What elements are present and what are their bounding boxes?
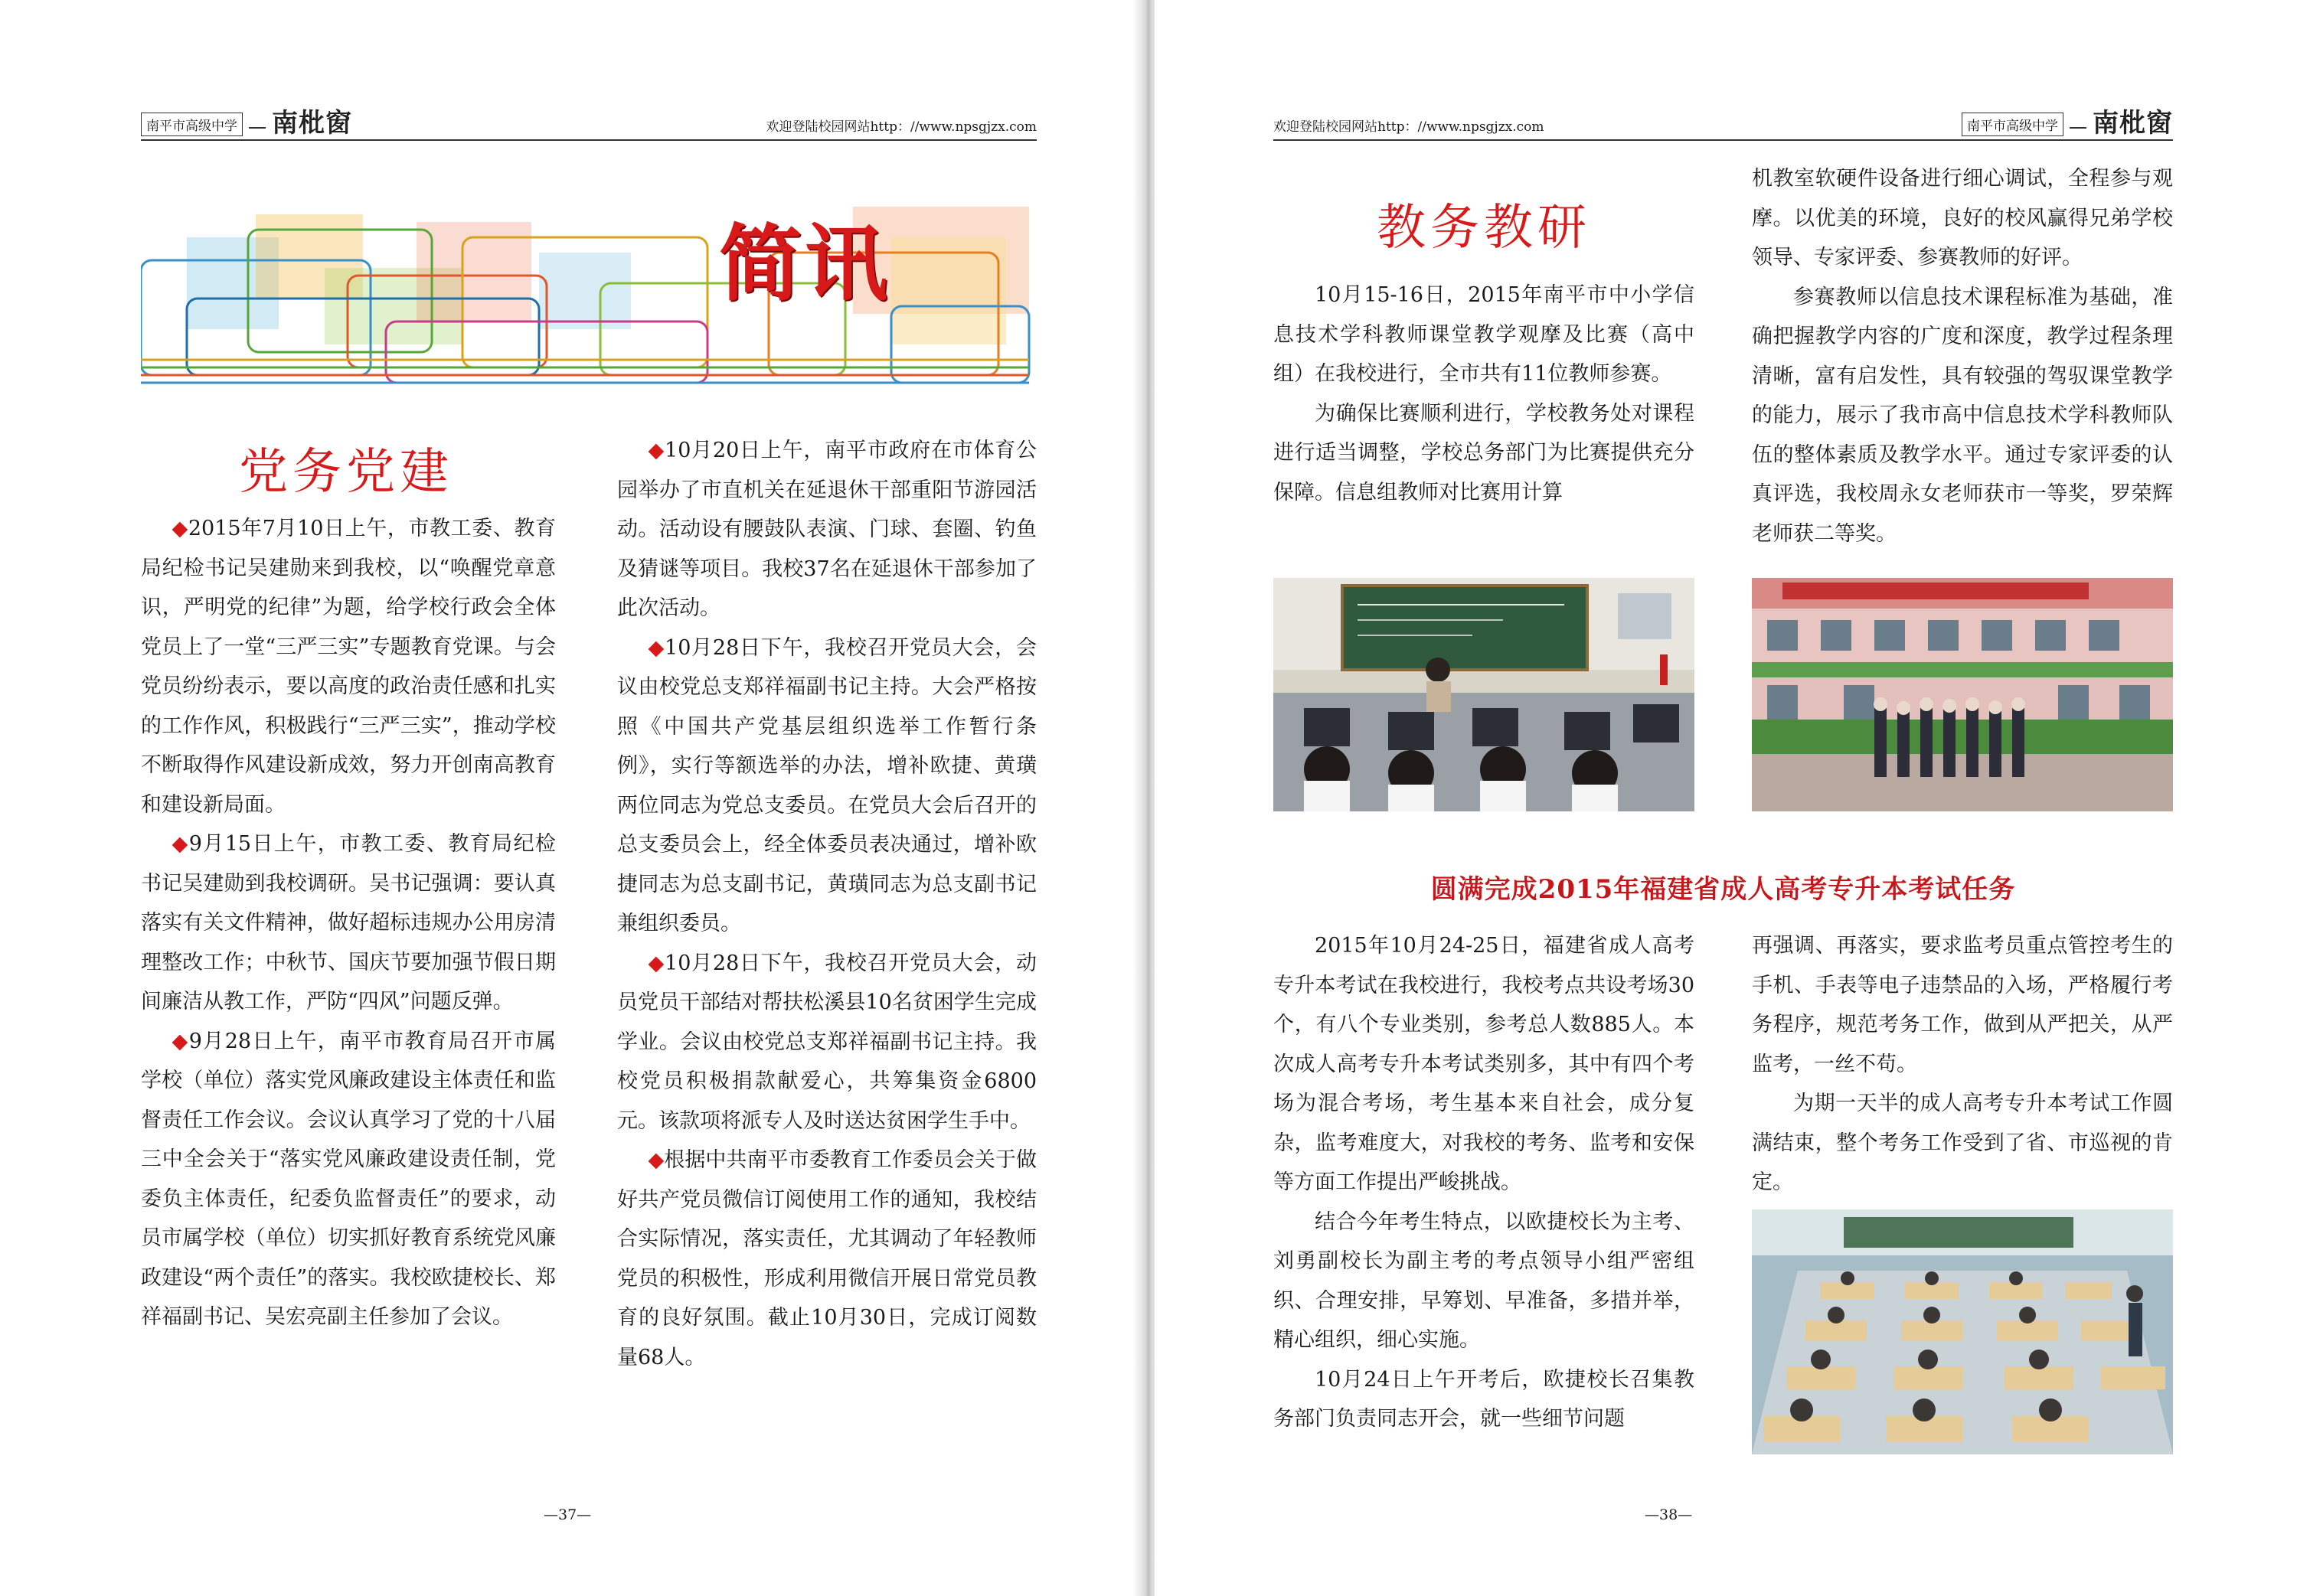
paragraph-text: 根据中共南平市委教育工作委员会关于做好共产党员微信订阅使用工作的通知，我校结合实际情况，落实责任，尤其调动了年轻教师党员的积极性，形成利用微信开展日常党员教育的良好氛围。截止10月30日，完成订阅数量68人。: [617, 1148, 1037, 1369]
right-header: [1273, 107, 2173, 141]
group-photo: [1752, 578, 2173, 811]
banner-decoration: [141, 207, 1037, 390]
teaching-column-b: [1752, 159, 2173, 553]
exam-room-photo: [1752, 1209, 2173, 1454]
paragraph-text: 2015年7月10日上午，市教工委、教育局纪检书记吴建勋来到我校，以“唤醒党章意识，严明党的纪律”为题，给学校行政会全体党员上了一堂“三严三实”专题教育党课。与会党员纷纷表示，要以高度的政治责任感和扎实的工作作风，积极践行“三严三实”，推动学校不断取得作风建设新成效，努力开创南高教育和建设新局面。: [141, 517, 556, 817]
website-notice: 欢迎登陆校园网站http：//www.npsgjzx.com: [766, 119, 1037, 135]
party-affairs-heading: 党务党建: [239, 444, 453, 501]
paragraph: [1273, 1360, 1694, 1439]
paragraph-text: 结合今年考生特点，以欧捷校长为主考、刘勇副校长为副主考的考点领导小组严密组织、合理安排，早筹划、早准备，多措并举，精心组织，细心实施。: [1273, 1209, 1694, 1352]
paragraph-text: 10月15-16日，2015年南平市中小学信息技术学科教师课堂教学观摩及比赛（高中组）在我校进行，全市共有11位教师参赛。: [1273, 283, 1694, 386]
exam-column-c: [1273, 926, 1694, 1439]
paragraph-text: 为期一天半的成人高考专升本考试工作圆满结束，整个考务工作受到了省、市巡视的肯定。: [1752, 1092, 2173, 1194]
diamond-bullet-icon: ◆: [648, 635, 665, 660]
paragraph: [1752, 1084, 2173, 1203]
website-notice-right: 欢迎登陆校园网站http：//www.npsgjzx.com: [1273, 119, 1544, 135]
right-page: [1155, 0, 2297, 1596]
paragraph: [1752, 159, 2173, 278]
paragraph: [141, 824, 556, 1022]
paragraph-text: 机教室软硬件设备进行细心调试，全程参与观摩。以优美的环境，良好的校风赢得兄弟学校领导、专家评委、参赛教师的好评。: [1752, 167, 2173, 269]
school-name: 南平市高级中学: [141, 113, 243, 136]
diamond-bullet-icon: ◆: [648, 1148, 665, 1172]
page-number-right: —38—: [1645, 1506, 1693, 1523]
diamond-bullet-icon: ◆: [172, 517, 188, 540]
left-page: [0, 0, 1142, 1596]
magazine-logo-right: 南枇窗: [2093, 108, 2173, 139]
paragraph-text: 9月28日上午，南平市教育局召开市属学校（单位）落实党风廉政建设主体责任和监督责任工作会议。会议认真学习了党的十八届三中全会关于“落实党风廉政建设责任制，党委负主体责任，纪委负监督责任”的要求，动员市属学校（单位）切实抓好教育系统党风廉政建设“两个责任”的落实。我校欧捷校长、郑祥福副书记、吴宏亮副主任参加了会议。: [141, 1029, 556, 1329]
paragraph: [1273, 926, 1694, 1203]
brief-news-banner: [141, 207, 1037, 390]
paragraph: [1752, 926, 2173, 1084]
paragraph: [1273, 394, 1694, 513]
exam-column-d: [1752, 926, 2173, 1203]
diamond-bullet-icon: ◆: [172, 832, 189, 856]
paragraph: [1273, 1203, 1694, 1360]
paragraph-text: 再强调、再落实，要求监考员重点管控考生的手机、手表等电子违禁品的入场，严格履行考务程序，规范考务工作，做到从严把关，从严监考，一丝不苟。: [1752, 934, 2173, 1076]
paragraph: [617, 1141, 1037, 1377]
paragraph: [617, 431, 1037, 628]
paragraph-text: 10月28日下午，我校召开党员大会，动员党员干部结对帮扶松溪县10名贫困学生完成学业。会议由校党总支郑祥福副书记主持。我校党员积极捐款献爱心，共筹集资金6800 元。该款项将派专人及时送达贫困学生手中。: [617, 951, 1037, 1133]
computer-lab-photo: [1273, 578, 1694, 811]
banner-title: 简讯: [719, 217, 891, 312]
paragraph-text: 9月15日上午，市教工委、教育局纪检书记吴建勋到我校调研。吴书记强调：要认真落实有关文件精神，做好超标违规办公用房清理整改工作；中秋节、国庆节要加强节假日期间廉洁从教工作，严防“四风”问题反弹。: [141, 832, 556, 1013]
teaching-column-a: [1273, 276, 1694, 512]
party-news-column-1: [141, 509, 556, 1337]
exam-task-heading: 圆满完成2015年福建省成人高考专升本考试任务: [1430, 874, 2016, 905]
paragraph: [617, 944, 1037, 1141]
paragraph: [141, 1022, 556, 1337]
paragraph-text: 10月28日下午，我校召开党员大会，会议由校党总支郑祥福副书记主持。大会严格按照《中国共产党基层组织选举工作暂行条例》，实行等额选举的办法，增补欧捷、黄璜两位同志为党总支委员。在党员大会后召开的总支委员会上，经全体委员表决通过，增补欧捷同志为总支副书记，黄璜同志为总支副书记兼组织委员。: [617, 635, 1037, 935]
paragraph-text: 参赛教师以信息技术课程标准为基础，准确把握教学内容的广度和深度，教学过程条理清晰，富有启发性，具有较强的驾驭课堂教学的能力，展示了我市高中信息技术学科教师队伍的整体素质及教学水平。通过专家评委的认真评选，我校周永女老师获市一等奖，罗荣辉老师获二等奖。: [1752, 285, 2173, 546]
paragraph-text: 10月24日上午开考后，欧捷校长召集教务部门负责同志开会，就一些细节问题: [1273, 1367, 1694, 1431]
paragraph: [1752, 278, 2173, 554]
diamond-bullet-icon: ◆: [648, 439, 665, 462]
paragraph: [617, 628, 1037, 944]
diamond-bullet-icon: ◆: [172, 1029, 189, 1053]
paragraph-text: 2015年10月24-25日，福建省成人高考专升本考试在我校进行，我校考点共设考场30个，有八个专业类别，参考总人数885人。本次成人高考专升本考试类别多，其中有四个考场为混合考场，考生基本来自社会，成分复杂，监考难度大，对我校的考务、监考和安保等方面工作提出严峻挑战。: [1273, 934, 1694, 1194]
left-header: [141, 107, 1037, 141]
paragraph-text: 为确保比赛顺利进行，学校教务处对课程进行适当调整，学校总务部门为比赛提供充分保障。信息组教师对比赛用计算: [1273, 401, 1694, 504]
page-number-left: —37—: [544, 1506, 592, 1523]
paragraph-text: 10月20日上午，南平市政府在市体育公园举办了市直机关在延退休干部重阳节游园活动。活动设有腰鼓队表演、门球、套圈、钓鱼及猜谜等项目。我校37名在延退休干部参加了此次活动。: [617, 439, 1037, 620]
paragraph: [141, 509, 556, 824]
teaching-research-heading: 教务教研: [1377, 200, 1591, 256]
school-name-right: 南平市高级中学: [1962, 113, 2063, 136]
diamond-bullet-icon: ◆: [648, 951, 665, 975]
masthead-brand: [141, 108, 352, 139]
paragraph: [1273, 276, 1694, 394]
magazine-logo: 南枇窗: [272, 108, 352, 139]
masthead-brand-right: [1962, 108, 2173, 139]
party-news-column-2: [617, 431, 1037, 1377]
